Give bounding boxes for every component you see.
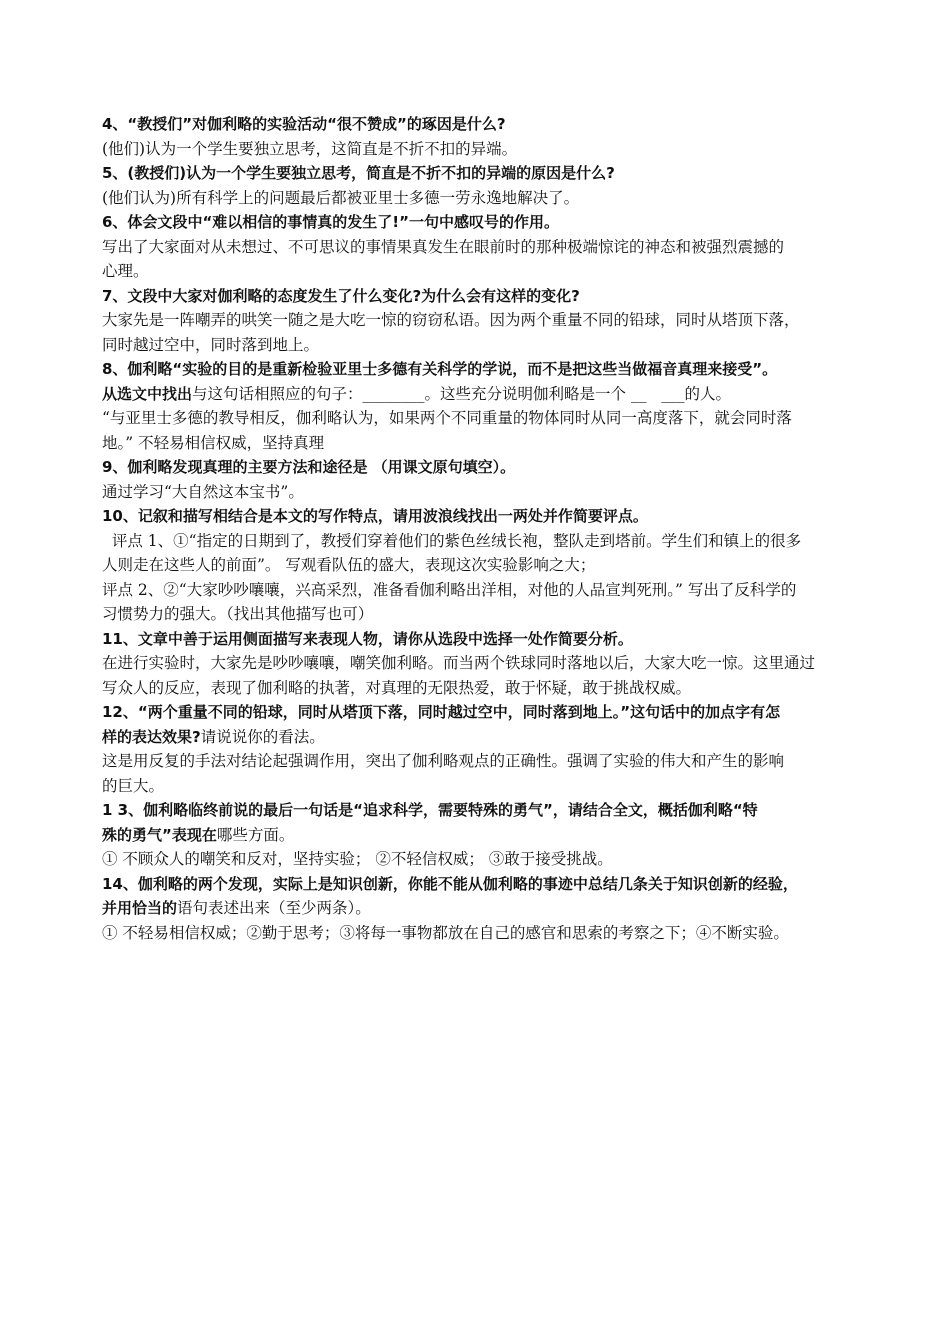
answer-line: 地。” 不轻易相信权威，坚持真理 (102, 433, 325, 452)
question-line: 6、体会文段中“难以相信的事情真的发生了!”一句中感叹号的作用。 (102, 213, 559, 231)
answer-line: 人则走在这些人的前面”。 写观看队伍的盛大，表现这次实验影响之大； (102, 556, 596, 574)
mixed-line (102, 896, 852, 921)
answer-line: 评点 2、②“大家吵吵嚷嚷，兴高采烈，准备看伽利略出洋相，对他的人品宣判死刑。” 写出了反科学的 (102, 580, 797, 599)
answer-line: 心理。 (102, 262, 149, 280)
question-fragment: 从选文中找出 (102, 384, 193, 403)
answer-line: 评点 1、①“指定的日期到了，教授们穿着他们的紫色丝绒长袍，整队走到塔前。学生们和镇上的很多 (102, 531, 802, 550)
prompt-fragment: 与这句话相照应的句子：________。这些充分说明伽利略是一个 __ ___的人。 (192, 384, 731, 403)
answer-line: 的巨大。 (102, 776, 165, 795)
question-line: 11、文章中善于运用侧面描写来表现人物，请你从选段中选择一处作简要分析。 (102, 629, 633, 648)
question-line: 5、(教授们)认为一个学生要独立思考，简直是不折不扣的异端的原因是什么? (102, 164, 615, 182)
answer-line: 在进行实验时，大家先是吵吵嚷嚷，嘲笑伽利略。而当两个铁球同时落地以后，大家大吃一惊。这里通过 (102, 654, 816, 672)
question-fragment: 殊的勇气”表现在 (102, 825, 217, 844)
answer-line: ① 不轻易相信权威；②勤于思考；③将每一事物都放在自己的感官和思索的考察之下；④不断实验。 (102, 923, 789, 942)
mixed-line (102, 725, 852, 750)
answer-line: “与亚里士多德的教导相反，伽利略认为，如果两个不同重量的物体同时从同一高度落下，就会同时落 (102, 409, 792, 427)
answer-line: ① 不顾众人的嘲笑和反对，坚持实验； ②不轻信权威； ③敢于接受挑战。 (102, 850, 613, 868)
document-body (102, 112, 852, 945)
question-line: 9、伽利略发现真理的主要方法和途径是 （用课文原句填空）。 (102, 458, 516, 476)
prompt-fragment: 哪些方面。 (216, 825, 295, 844)
question-line: 14、伽利略的两个发现，实际上是知识创新，你能不能从伽利略的事迹中总结几条关于知识创新的经验， (102, 874, 798, 893)
answer-line: (他们认为)所有科学上的问题最后都被亚里士多德一劳永逸地解决了。 (102, 188, 580, 207)
answer-line: 同时越过空中，同时落到地上。 (102, 335, 320, 354)
question-line: 8、伽利略“实验的目的是重新检验亚里士多德有关科学的学说，而不是把这些当做福音真理来接受”。 (102, 360, 778, 378)
answer-line: 这是用反复的手法对结论起强调作用，突出了伽利略观点的正确性。强调了实验的伟大和产生的影响 (102, 752, 785, 770)
question-line: 7、文段中大家对伽利略的态度发生了什么变化?为什么会有这样的变化? (102, 286, 580, 305)
question-fragment: 样的表达效果? (102, 727, 201, 746)
question-line: 1 3、伽利略临终前说的最后一句话是“追求科学，需要特殊的勇气”，请结合全文，概括伽利略“特 (102, 801, 758, 819)
answer-line: 写众人的反应，表现了伽利略的执著，对真理的无限热爱，敢于怀疑，敢于挑战权威。 (102, 678, 692, 697)
question-line: 10、记叙和描写相结合是本文的写作特点，请用波浪线找出一两处并作简要评点。 (102, 507, 648, 525)
answer-line: 通过学习“大自然这本宝书”。 (102, 482, 304, 501)
question-line: 4、“教授们”对伽利略的实验活动“很不赞成”的琢因是什么? (102, 115, 506, 133)
mixed-line (102, 823, 852, 848)
prompt-fragment: 语句表述出来（至少两条）。 (177, 899, 371, 917)
answer-line: (他们)认为一个学生要独立思考，这简直是不折不扣的异端。 (102, 139, 518, 158)
question-fragment: 并用恰当的 (102, 899, 178, 917)
mixed-line (102, 382, 852, 407)
answer-line: 大家先是一阵嘲弄的哄笑一随之是大吃一惊的窃窃私语。因为两个重量不同的铅球，同时从塔顶下落， (102, 311, 800, 329)
answer-line: 写出了大家面对从未想过、不可思议的事情果真发生在眼前时的那种极端惊诧的神态和被强烈震撼的 (102, 237, 785, 256)
answer-line: 习惯势力的强大。（找出其他描写也可） (102, 605, 374, 623)
prompt-fragment: 请说说你的看法。 (200, 727, 325, 746)
question-line: 12、“两个重量不同的铅球，同时从塔顶下落，同时越过空中，同时落到地上。”这句话中的加点字有怎 (102, 703, 781, 721)
